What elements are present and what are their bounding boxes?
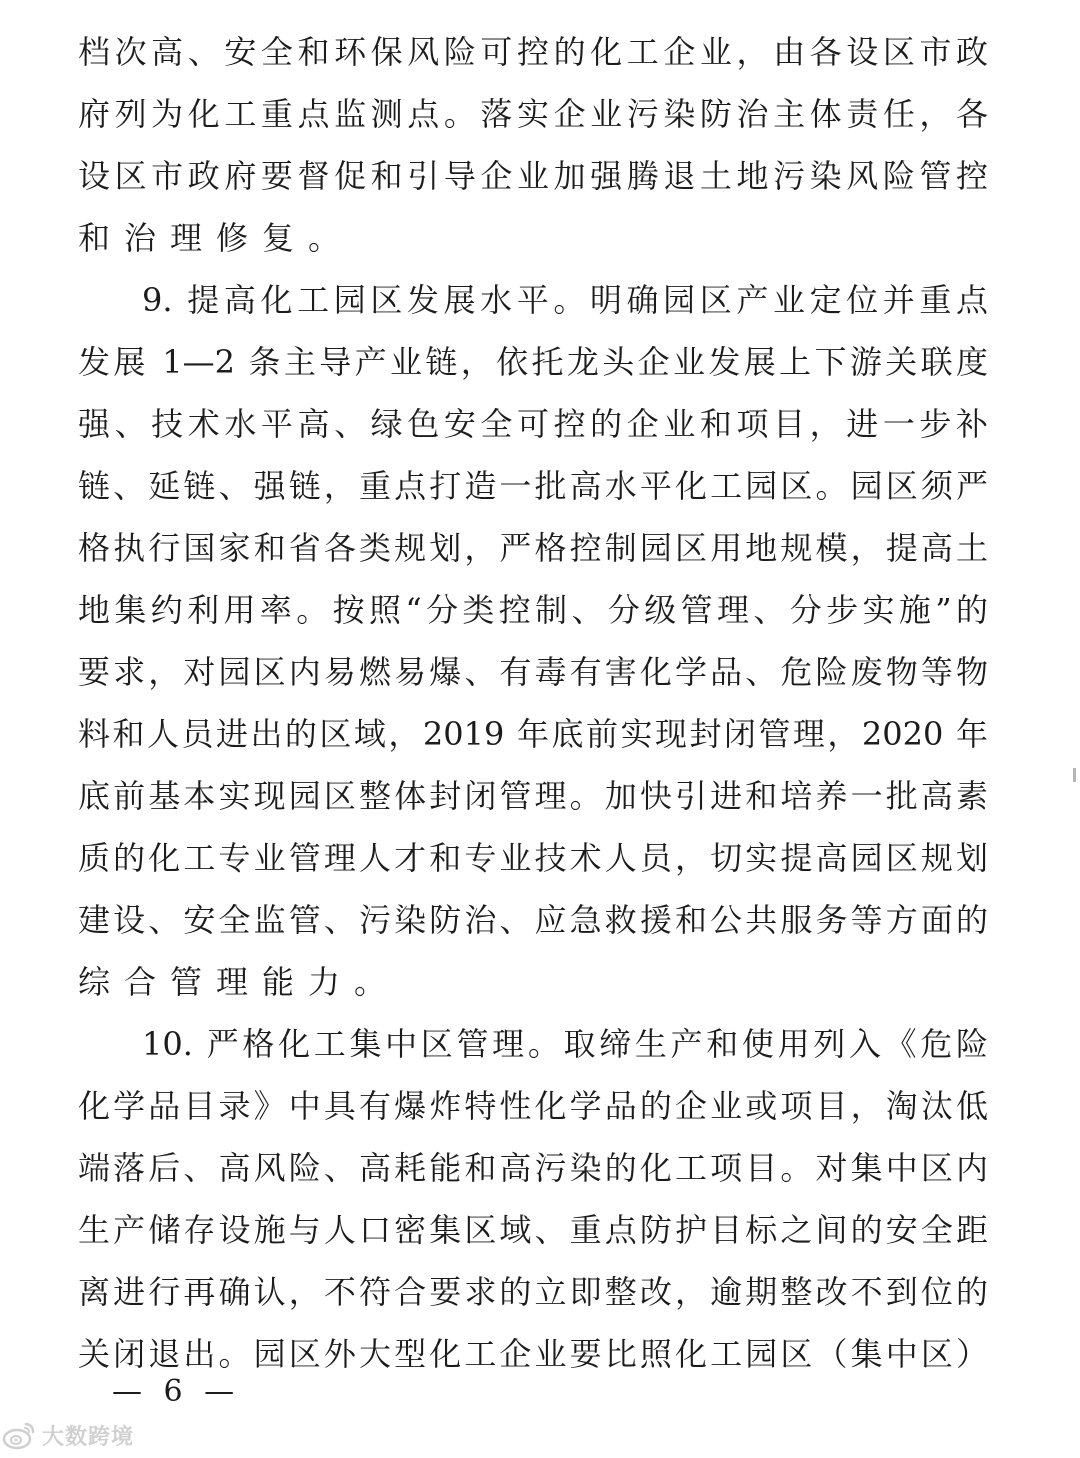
text-line: 链、延链、强链，重点打造一批高水平化工园区。园区须严	[78, 467, 988, 505]
text-line: 和治理修复。	[78, 219, 355, 257]
text-line: 底前基本实现园区整体封闭管理。加快引进和培养一批高素	[78, 777, 988, 815]
text-line: 建设、安全监管、污染防治、应急救援和公共服务等方面的	[78, 901, 988, 939]
scan-edge-mark	[1073, 768, 1076, 782]
text-line: 档次高、安全和环保风险可控的化工企业，由各设区市政	[78, 33, 988, 71]
text-line: 府列为化工重点监测点。落实企业污染防治主体责任，各	[78, 95, 988, 133]
text-line: 端落后、高风险、高耗能和高污染的化工项目。对集中区内	[78, 1149, 988, 1187]
text-line: 强、技术水平高、绿色安全可控的企业和项目，进一步补	[78, 405, 988, 443]
text-line: 料和人员进出的区域，2019 年底前实现封闭管理，2020 年	[78, 715, 988, 753]
text-line: 格执行国家和省各类规划，严格控制园区用地规模，提高土	[78, 529, 988, 567]
weibo-logo-icon	[2, 1420, 36, 1450]
text-line: 生产储存设施与人口密集区域、重点防护目标之间的安全距	[78, 1211, 988, 1249]
text-line: 质的化工专业管理人才和专业技术人员，切实提高园区规划	[78, 839, 988, 877]
text-line: 发展 1—2 条主导产业链，依托龙头企业发展上下游关联度	[78, 343, 988, 381]
text-line: 地集约利用率。按照“分类控制、分级管理、分步实施”的	[78, 591, 988, 629]
text-line: 化学品目录》中具有爆炸特性化学品的企业或项目，淘汰低	[78, 1087, 988, 1125]
text-line: 设区市政府要督促和引导企业加强腾退土地污染风险管控	[78, 157, 988, 195]
text-line: 关闭退出。园区外大型化工企业要比照化工园区（集中区）	[78, 1335, 988, 1373]
section-10-heading-line: 10. 严格化工集中区管理。取缔生产和使用列入《危险	[142, 1025, 988, 1063]
watermark	[2, 1418, 134, 1452]
text-line: 离进行再确认，不符合要求的立即整改，逾期整改不到位的	[78, 1273, 988, 1311]
text-line: 要求，对园区内易燃易爆、有毒有害化学品、危险废物等物	[78, 653, 988, 691]
text-line: 综合管理能力。	[78, 963, 401, 1001]
page-number: — 6 —	[112, 1374, 241, 1409]
watermark-text: 大数跨境	[42, 1424, 135, 1450]
section-9-heading-line: 9. 提高化工园区发展水平。明确园区产业定位并重点	[142, 281, 988, 319]
